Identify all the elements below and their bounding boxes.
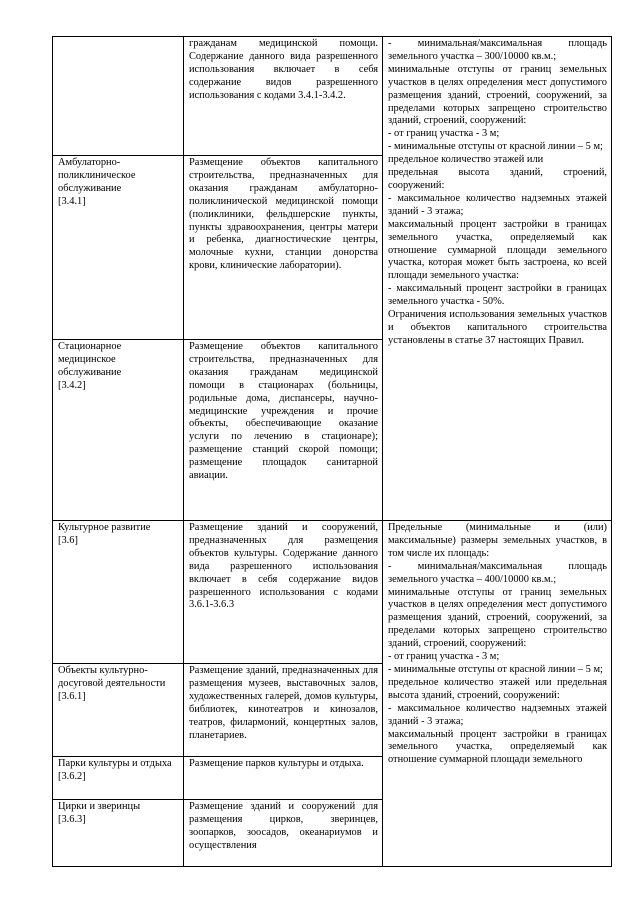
param-paragraph: минимальные отступы от границ земельных участков в целях определения мест допустимого размещения зданий, строений, сооружений, за пределами которых запрещено строительство зданий, строений, сооружений: bbox=[388, 63, 607, 127]
use-code: [3.4.1] bbox=[58, 195, 86, 207]
use-description-cell bbox=[184, 664, 383, 757]
use-name-cell bbox=[53, 156, 184, 340]
use-description: гражданам медицинской помощи. Содержание данного вида разрешенного использования включает в себя содержание видов разрешенного использования с кодами 3.4.1-3.4.2. bbox=[189, 38, 378, 101]
use-name-cell bbox=[53, 521, 184, 664]
use-description: Размещение парков культуры и отдыха. bbox=[189, 758, 364, 769]
use-name: Цирки и зверинцы bbox=[58, 801, 141, 812]
use-code: [3.4.2] bbox=[58, 379, 86, 391]
use-description-cell bbox=[184, 340, 383, 521]
param-paragraph: - максимальный процент застройки в границах земельного участка - 50%. bbox=[388, 283, 607, 308]
param-paragraph: - от границ участка - 3 м; bbox=[388, 128, 500, 140]
param-paragraph: предельное количество этажей или предельная высота зданий, строений, сооружений: bbox=[388, 676, 607, 701]
param-paragraph: - максимальное количество надземных этажей зданий - 3 этажа; bbox=[388, 702, 607, 727]
use-name: Амбулаторно- поликлиническое обслуживание bbox=[58, 157, 136, 194]
use-code: [3.6.1] bbox=[58, 690, 86, 702]
use-description-cell bbox=[184, 37, 383, 156]
param-paragraph: - минимальные отступы от красной линии – 5 м; bbox=[388, 141, 603, 153]
param-paragraph: Предельные (минимальные и (или) максимальные) размеры земельных участков, в том числе их площадь: bbox=[388, 522, 607, 559]
param-paragraph: - минимальная/максимальная площадь земельного участка – 400/10000 кв.м.; bbox=[388, 560, 607, 585]
parameters-cell bbox=[383, 521, 612, 867]
use-description: Размещение объектов капитального строительства, предназначенных для оказания гражданам амбулаторно-поликлинической медицинской помощи (поликлиники, фельдшерские пункты, пункты здравоохранения, центры матери и ребенка, диагностические центры, молочные кухни, станции донорства крови, клинические лаборатории). bbox=[189, 157, 378, 272]
zoning-table bbox=[52, 36, 612, 867]
use-description: Размещение зданий и сооружений для размещения цирков, зверинцев, зоопарков, зоосадов, океанариумов и осуществления bbox=[189, 801, 378, 851]
param-paragraph: - минимальные отступы от красной линии – 5 м; bbox=[388, 663, 603, 675]
use-name-cell bbox=[53, 37, 184, 156]
table-row bbox=[53, 37, 612, 156]
parameters-cell bbox=[383, 37, 612, 521]
param-paragraph: максимальный процент застройки в границах земельного участка, определяемый как отношение суммарной площади земельного bbox=[388, 728, 607, 766]
use-description: Размещение зданий и сооружений, предназначенных для размещения объектов культуры. Содержание данного вида разрешенного использования включает в себя содержание видов разрешенного использования с кодами 3.6.1-3.6.3 bbox=[189, 522, 378, 611]
param-paragraph: - максимальное количество надземных этажей зданий - 3 этажа; bbox=[388, 192, 607, 217]
use-description: Размещение зданий, предназначенных для размещения музеев, выставочных залов, художественных галерей, домов культуры, библиотек, кинотеатров и кинозалов, театров, филармоний, концертных залов, планетариев. bbox=[189, 665, 378, 741]
use-description-cell bbox=[184, 800, 383, 867]
use-description-cell bbox=[184, 521, 383, 664]
table-row bbox=[53, 521, 612, 664]
param-paragraph: максимальный процент застройки в границах земельного участка, определяемый как отношение суммарной площади земельного участка, которая может быть застроена, ко всей площади земельного участка: bbox=[388, 218, 607, 282]
use-code: [3.6.2] bbox=[58, 770, 86, 782]
use-description-cell bbox=[184, 156, 383, 340]
use-name-cell bbox=[53, 757, 184, 800]
use-name: Стационарное медицинское обслуживание bbox=[58, 341, 122, 378]
use-name-cell bbox=[53, 800, 184, 867]
use-description-cell bbox=[184, 757, 383, 800]
param-paragraph: Ограничения использования земельных участков и объектов капитального строительства установлены в статье 37 настоящих Правил. bbox=[388, 309, 607, 346]
use-name: Объекты культурно-досуговой деятельности bbox=[58, 665, 166, 689]
param-paragraph: - минимальная/максимальная площадь земельного участка – 300/10000 кв.м.; bbox=[388, 38, 607, 62]
use-description: Размещение объектов капитального строительства, предназначенных для оказания гражданам медицинской помощи в стационарах (больницы, родильные дома, диспансеры, научно-медицинские учреждения и прочие объекты, обеспечивающие оказание услуги по лечению в стационаре); размещение станций скорой помощи; размещение площадок санитарной авиации. bbox=[189, 341, 378, 482]
use-code: [3.6] bbox=[58, 534, 78, 546]
param-paragraph: предельное количество этажей или предельная высота зданий, строений, сооружений: bbox=[388, 154, 607, 191]
use-name: Культурное развитие bbox=[58, 522, 151, 533]
use-name-cell bbox=[53, 664, 184, 757]
use-name: Парки культуры и отдыха bbox=[58, 758, 172, 769]
use-code: [3.6.3] bbox=[58, 813, 86, 825]
use-name-cell bbox=[53, 340, 184, 521]
param-paragraph: минимальные отступы от границ земельных участков в целях определения мест допустимого размещения зданий, строений, сооружений, за пределами которых запрещено строительство зданий, строений, сооружений: bbox=[388, 586, 607, 650]
param-paragraph: - от границ участка - 3 м; bbox=[388, 651, 500, 663]
